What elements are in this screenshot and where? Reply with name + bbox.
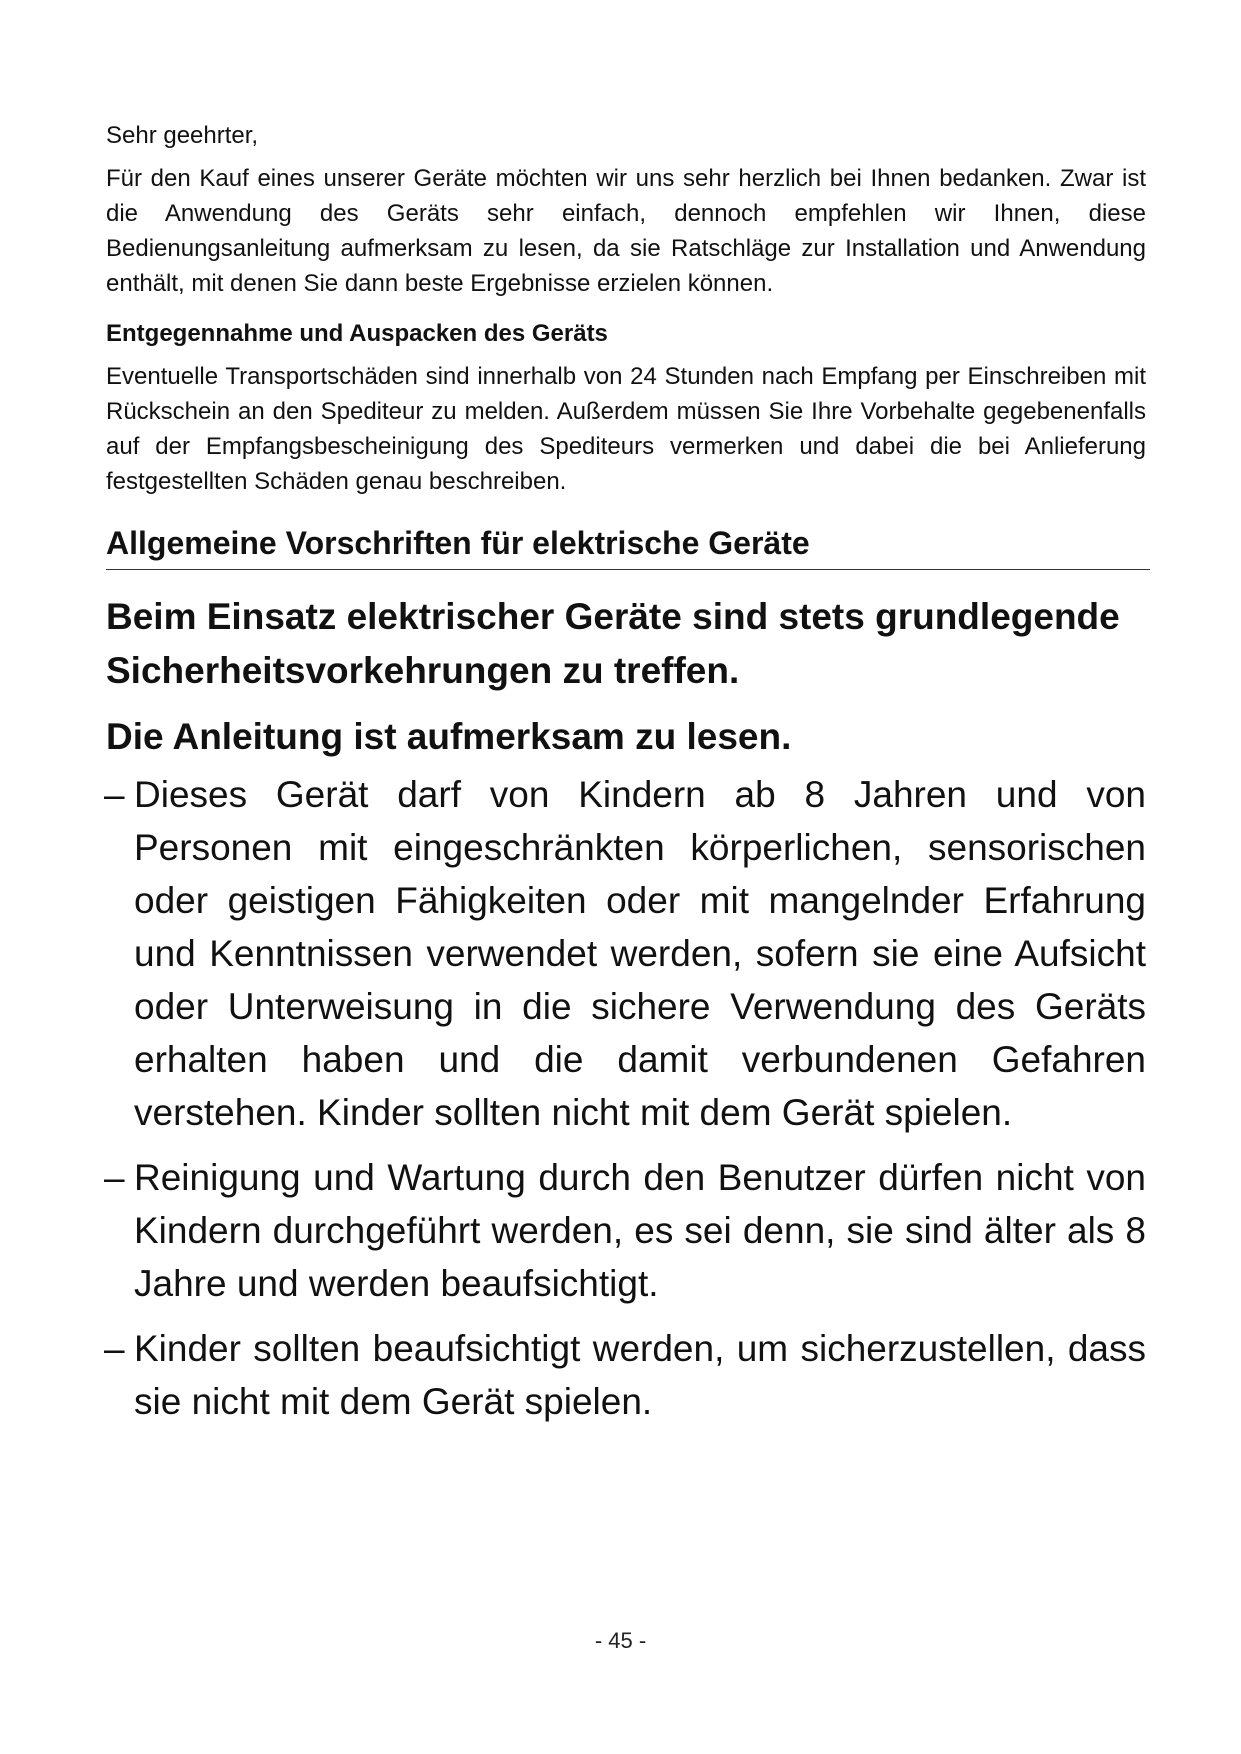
list-item: [106, 768, 1146, 1139]
safety-bullet-list: [106, 768, 1146, 1428]
dash-bullet-icon: –: [104, 774, 125, 815]
dash-bullet-icon: –: [104, 1328, 125, 1369]
intro-paragraph: Für den Kauf eines unserer Geräte möchten wir uns sehr herzlich bei Ihnen bedanken. Zwar ist die Anwendung des Geräts sehr einfach, dennoch empfehlen wir Ihnen, diese Bedienungsanleitung aufmerksam zu lesen, da sie Ratschläge zur Installation und Anwendung enthält, mit denen Sie dann beste Ergebnisse erzielen können.: [106, 165, 1146, 297]
bullet-text: Dieses Gerät darf von Kindern ab 8 Jahren und von Personen mit eingeschränkten körperlichen, sensorischen oder geistigen Fähigkeiten oder mit mangelnder Erfahrung und Kenntnissen verwendet werden, sofern sie eine Aufsicht oder Unterweisung in die sichere Verwendung des Geräts erhalten haben und die damit verbundenen Gefahren verstehen. Kinder sollten nicht mit dem Gerät spielen.: [134, 774, 1146, 1133]
safety-section-heading: Allgemeine Vorschriften für elektrische Geräte: [106, 521, 1150, 570]
dash-bullet-icon: –: [104, 1157, 125, 1198]
safety-lead-2: Die Anleitung ist aufmerksam zu lesen.: [106, 716, 792, 757]
list-item: [106, 1322, 1146, 1428]
list-item: [106, 1151, 1146, 1310]
receipt-heading: Entgegennahme und Auspacken des Geräts: [106, 320, 608, 347]
safety-lead-1: Beim Einsatz elektrischer Geräte sind stets grundlegende Sicherheitsvorkehrungen zu treffen.: [106, 596, 1120, 691]
bullet-text: Reinigung und Wartung durch den Benutzer dürfen nicht von Kindern durchgeführt werden, es sei denn, sie sind älter als 8 Jahre und werden beaufsichtigt.: [134, 1157, 1146, 1304]
salutation: Sehr geehrter,: [106, 122, 259, 149]
page-number: - 45 -: [594, 1628, 647, 1653]
bullet-text: Kinder sollten beaufsichtigt werden, um sicherzustellen, dass sie nicht mit dem Gerät spielen.: [134, 1328, 1146, 1422]
receipt-paragraph: Eventuelle Transportschäden sind innerhalb von 24 Stunden nach Empfang per Einschreiben mit Rückschein an den Spediteur zu melden. Außerdem müssen Sie Ihre Vorbehalte gegebenenfalls auf der Empfangsbescheinigung des Spediteurs vermerken und dabei die bei Anlieferung festgestellten Schäden genau beschreiben.: [106, 363, 1146, 495]
document-page: [106, 118, 1146, 1440]
